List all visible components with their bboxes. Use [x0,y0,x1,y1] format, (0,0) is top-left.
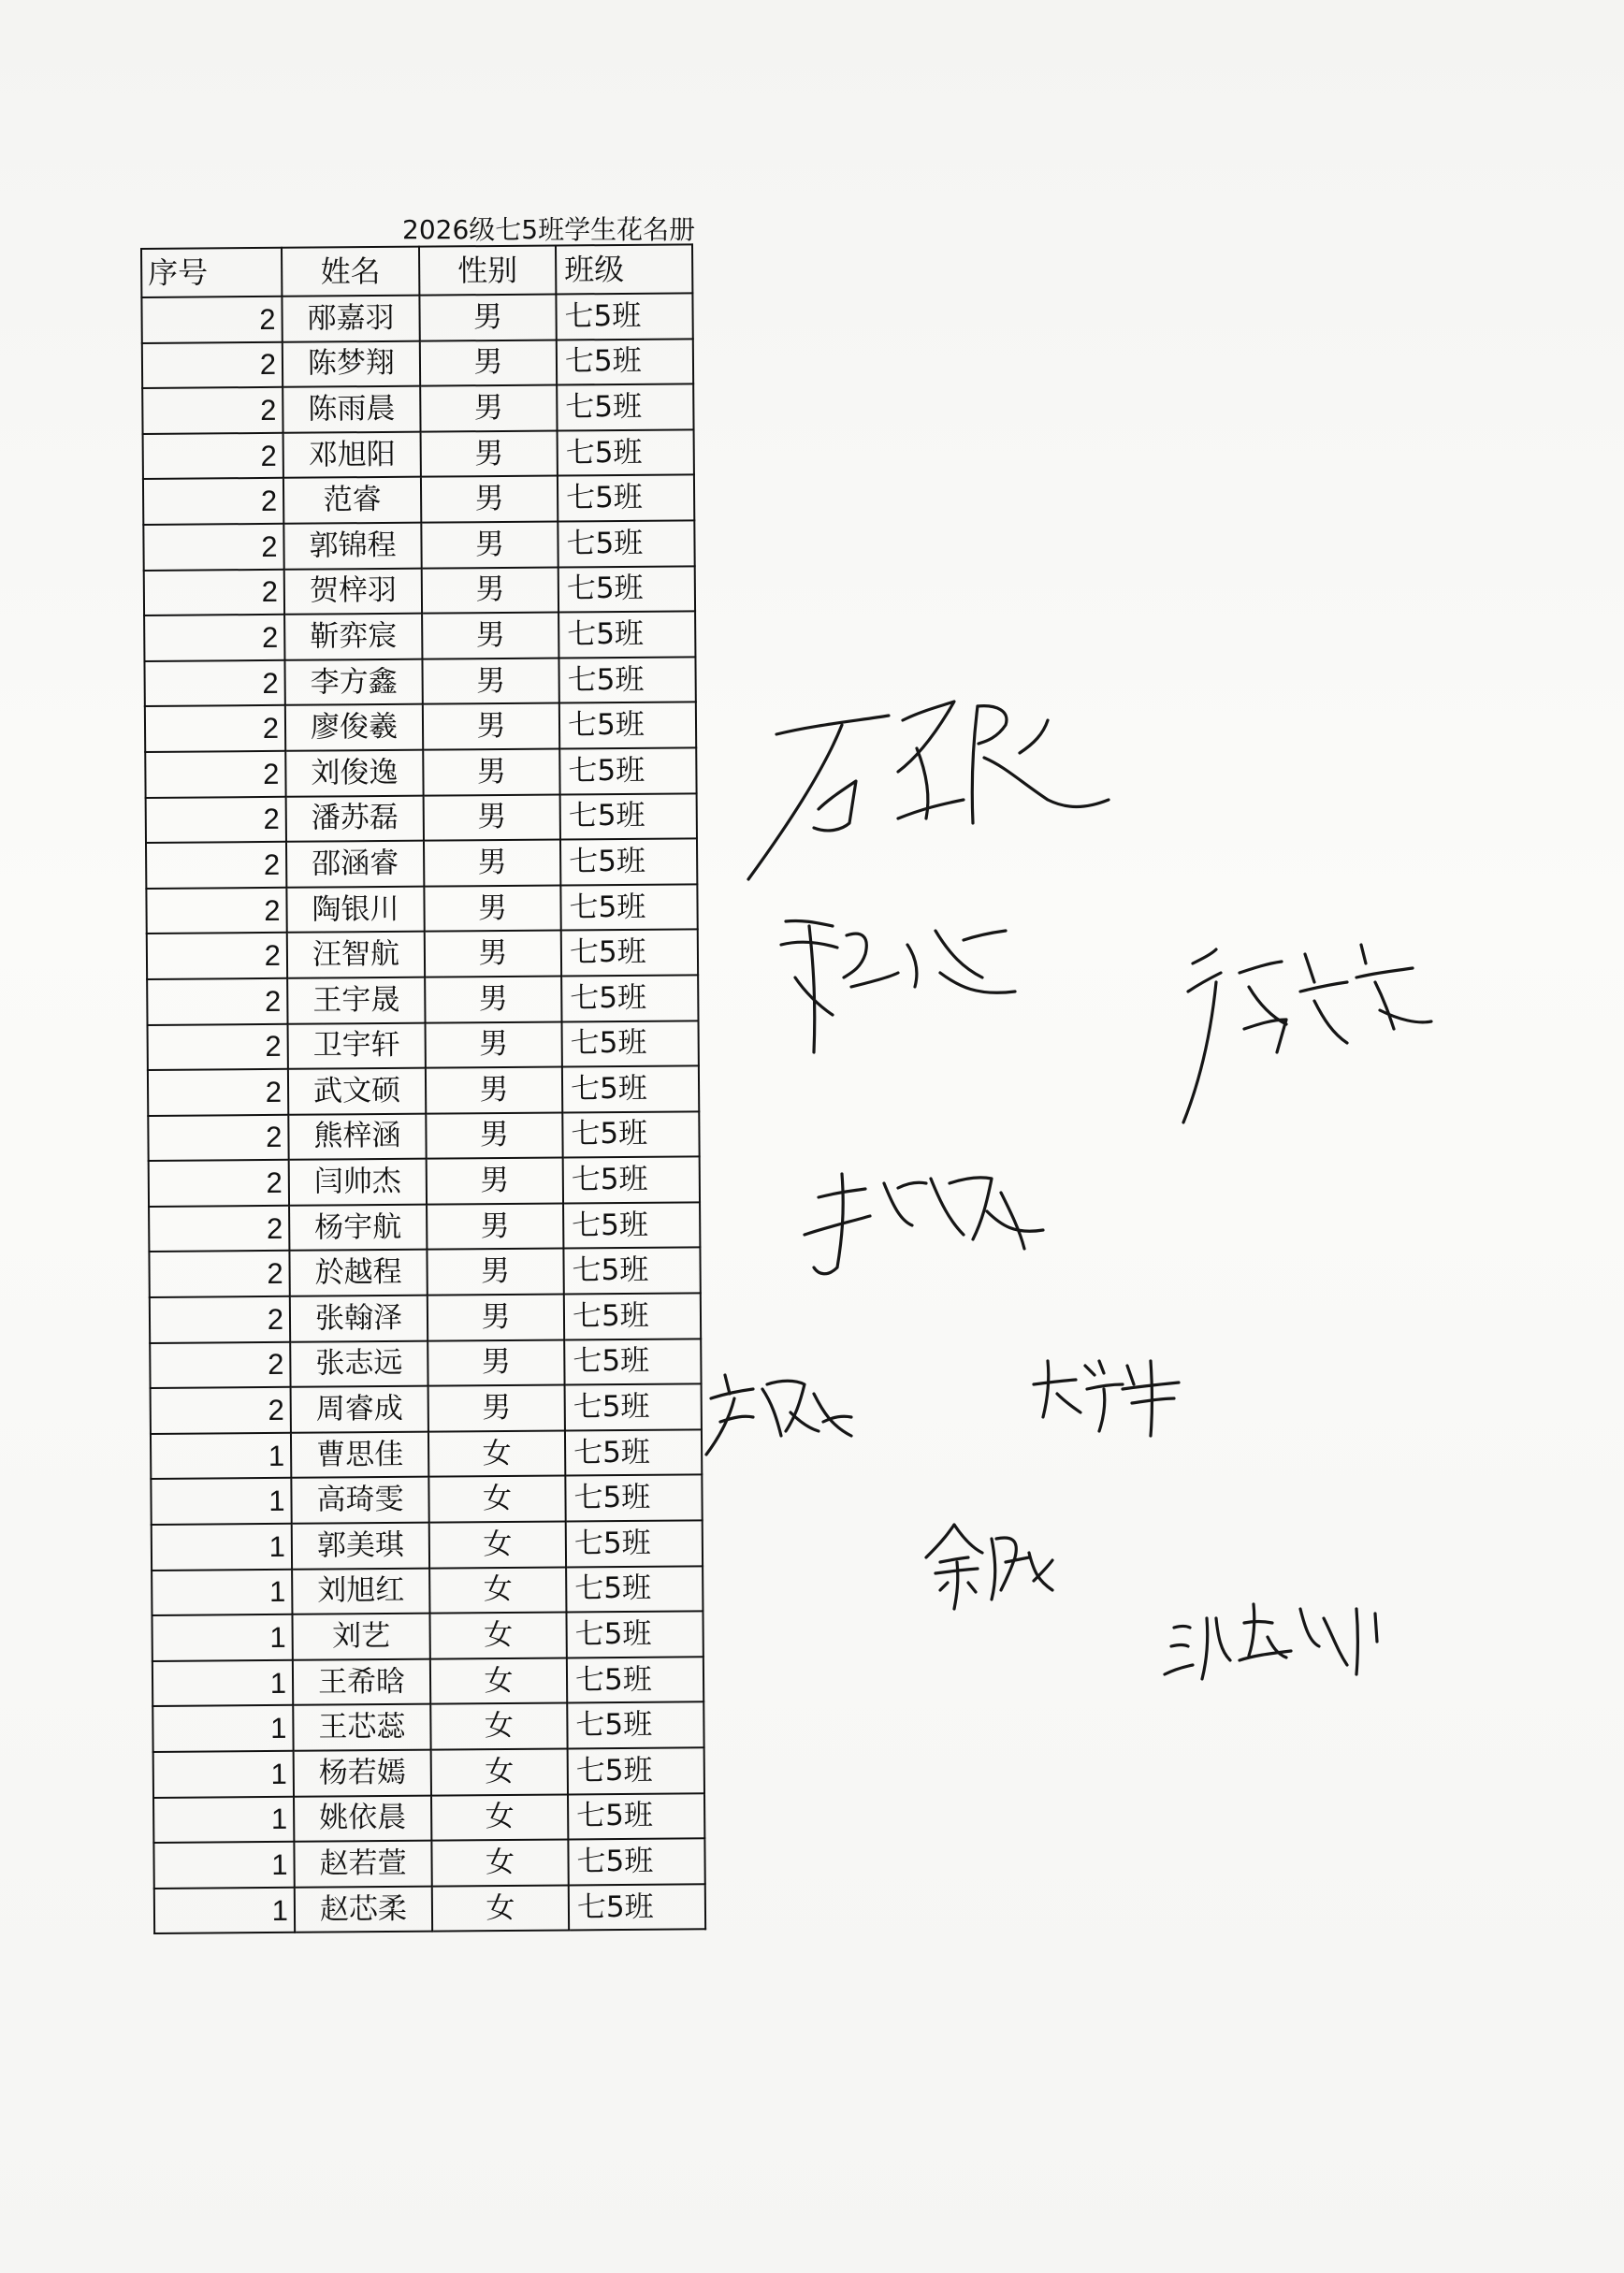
gender-cell: 男 [420,385,557,432]
class-cell: 七5班 [568,1839,704,1886]
name-cell: 杨若嫣 [294,1750,431,1797]
table-row [144,657,695,706]
table-row [144,612,695,661]
gender-cell: 女 [430,1658,567,1704]
name-cell: 闫帅杰 [289,1159,427,1206]
name-cell: 张翰泽 [290,1296,428,1342]
class-cell: 七5班 [565,1475,702,1522]
class-cell: 七5班 [559,747,696,794]
table-row [154,1884,705,1933]
gender-cell: 女 [428,1476,565,1523]
header-class: 班级 [556,244,692,294]
gender-cell: 男 [422,613,558,659]
seq-cell: 2 [149,1206,289,1252]
seq-cell: 2 [148,1114,288,1161]
class-cell: 七5班 [563,1248,700,1295]
gender-cell: 男 [426,1067,562,1114]
signature-4 [800,1155,1062,1296]
class-cell: 七5班 [566,1612,703,1658]
table-row [141,293,692,342]
seq-cell: 2 [151,1387,291,1434]
class-cell: 七5班 [563,1157,700,1204]
seq-cell: 2 [144,569,284,615]
seq-cell: 1 [153,1842,294,1889]
name-cell: 邴嘉羽 [282,296,419,342]
name-cell: 姚依晨 [294,1795,431,1842]
table-row [148,1021,699,1070]
gender-cell: 男 [421,430,558,477]
signature-8 [1160,1590,1403,1693]
name-cell: 刘旭红 [292,1568,429,1614]
name-cell: 赵芯柔 [295,1886,432,1933]
seq-cell: 1 [153,1751,294,1798]
gender-cell: 男 [427,1249,563,1296]
seq-cell: 1 [153,1796,294,1843]
gender-cell: 男 [424,840,560,887]
gender-cell: 男 [421,476,558,523]
name-cell: 廖俊羲 [285,704,423,751]
table-row [152,1657,703,1706]
gender-cell: 男 [424,885,560,932]
class-cell: 七5班 [560,838,697,885]
table-row [152,1612,703,1661]
class-cell: 七5班 [558,566,695,613]
class-cell: 七5班 [565,1429,702,1476]
table-row [153,1747,704,1797]
class-cell: 七5班 [560,884,697,931]
seq-cell: 2 [142,387,283,434]
seq-cell: 2 [145,705,285,752]
gender-cell: 男 [425,931,561,977]
seq-cell: 2 [148,1023,288,1070]
name-cell: 李方鑫 [284,659,422,705]
table-row [152,1702,703,1752]
gender-cell: 男 [424,794,560,841]
name-cell: 邓旭阳 [283,431,421,478]
class-cell: 七5班 [557,384,693,431]
class-cell: 七5班 [558,475,694,522]
class-cell: 七5班 [564,1339,701,1385]
class-cell: 七5班 [567,1657,703,1703]
name-cell: 郭美琪 [292,1523,429,1570]
seq-cell: 2 [147,978,287,1025]
table-row [142,384,693,434]
table-row [146,838,697,888]
seq-cell: 2 [145,751,285,798]
table-row [151,1384,702,1434]
seq-cell: 2 [146,842,286,889]
gender-cell: 男 [425,976,561,1022]
name-cell: 陶银川 [286,886,424,933]
table-row [150,1293,701,1342]
name-cell: 汪智航 [287,932,425,978]
header-seq: 序号 [141,248,282,297]
seq-cell: 1 [151,1478,291,1525]
gender-cell: 男 [426,1021,562,1068]
gender-cell: 女 [431,1840,568,1887]
gender-cell: 男 [423,703,559,750]
signature-2 [776,903,1038,1062]
name-cell: 高琦雯 [291,1477,428,1524]
name-cell: 潘苏磊 [286,795,424,842]
gender-cell: 女 [429,1567,566,1614]
class-cell: 七5班 [561,930,698,977]
table-row [144,566,695,615]
table-row [152,1566,703,1615]
seq-cell: 2 [143,524,283,571]
gender-cell: 女 [432,1885,569,1932]
gender-cell: 男 [426,1112,562,1159]
student-roster-table [140,243,706,1934]
class-cell: 七5班 [562,1021,699,1067]
seq-cell: 2 [143,433,283,480]
class-cell: 七5班 [557,339,693,385]
name-cell: 武文硕 [288,1068,426,1115]
seq-cell: 2 [150,1341,290,1388]
name-cell: 卫宇轩 [288,1022,426,1069]
seq-cell: 2 [149,1251,289,1297]
seq-cell: 1 [154,1888,295,1934]
gender-cell: 女 [431,1794,568,1841]
table-row [152,1520,703,1570]
roster-body [141,293,705,1933]
table-row [146,884,697,934]
seq-cell: 2 [142,341,283,388]
seq-cell: 2 [148,1069,288,1116]
signature-1 [739,669,1132,893]
name-cell: 郭锦程 [283,523,421,570]
seq-cell: 1 [152,1660,293,1707]
seq-cell: 2 [146,888,286,934]
gender-cell: 男 [427,1203,563,1250]
gender-cell: 女 [430,1703,567,1750]
signature-3 [1174,926,1436,1132]
class-cell: 七5班 [558,429,694,476]
name-cell: 邵涵睿 [286,841,424,888]
seq-cell: 1 [152,1524,292,1571]
seq-cell: 1 [152,1569,292,1615]
seq-cell: 2 [144,615,284,661]
gender-cell: 男 [428,1295,564,1341]
header-name: 姓名 [282,247,419,297]
seq-cell: 2 [143,478,283,525]
class-cell: 七5班 [567,1702,703,1749]
name-cell: 王宇晟 [287,977,425,1024]
gender-cell: 男 [421,521,558,568]
gender-cell: 男 [423,748,559,795]
name-cell: 周睿成 [291,1386,428,1433]
name-cell: 刘俊逸 [285,750,423,797]
gender-cell: 男 [422,567,558,614]
gender-cell: 男 [419,295,556,341]
name-cell: 张志远 [290,1340,428,1387]
name-cell: 王芯蕊 [293,1704,430,1751]
class-cell: 七5班 [568,1747,704,1794]
class-cell: 七5班 [564,1293,701,1339]
gender-cell: 男 [422,658,558,704]
gender-cell: 男 [428,1339,564,1386]
class-cell: 七5班 [560,793,697,840]
table-row [147,975,698,1024]
table-row [142,339,693,388]
gender-cell: 女 [428,1430,565,1477]
class-cell: 七5班 [566,1566,703,1613]
table-row [153,1793,704,1843]
table-row [145,747,696,797]
name-cell: 王希晗 [293,1658,430,1705]
table-row [150,1339,701,1388]
class-cell: 七5班 [566,1520,703,1567]
class-cell: 七5班 [563,1202,700,1249]
table-row [149,1157,700,1207]
gender-cell: 女 [431,1748,568,1795]
name-cell: 熊梓涵 [288,1113,426,1160]
class-cell: 七5班 [558,520,694,567]
gender-cell: 男 [428,1385,565,1432]
gender-cell: 女 [429,1613,566,1659]
header-gender: 性别 [419,246,556,296]
table-row [145,702,696,752]
table-row [153,1839,704,1889]
class-cell: 七5班 [562,1111,699,1158]
seq-cell: 2 [147,933,287,979]
name-cell: 刘艺 [292,1614,429,1660]
gender-cell: 男 [427,1158,563,1205]
seq-cell: 1 [152,1705,293,1752]
class-cell: 七5班 [562,1065,699,1112]
name-cell: 陈雨晨 [283,386,420,433]
table-row [148,1065,699,1115]
table-row [143,475,694,525]
table-row [149,1202,700,1252]
class-cell: 七5班 [568,1793,704,1840]
table-row [151,1475,702,1525]
table-row [148,1111,699,1161]
table-row [149,1248,700,1297]
seq-cell: 2 [150,1296,290,1343]
class-cell: 七5班 [561,975,698,1021]
table-row [143,520,694,570]
name-cell: 贺梓羽 [284,568,422,615]
table-row [151,1429,702,1479]
table-header-row [141,244,692,297]
name-cell: 范睿 [283,477,421,524]
class-cell: 七5班 [559,702,696,749]
name-cell: 靳弈宸 [284,614,422,660]
seq-cell: 1 [151,1433,291,1480]
roster-title: 2026级七5班学生花名册 [402,214,696,245]
class-cell: 七5班 [565,1384,702,1431]
table-row [147,930,698,979]
table-row [143,429,694,479]
seq-cell: 2 [141,297,282,343]
signature-6 [1029,1347,1197,1441]
seq-cell: 1 [152,1614,292,1661]
seq-cell: 2 [146,796,286,843]
name-cell: 杨宇航 [289,1205,427,1252]
signature-7 [921,1515,1062,1618]
name-cell: 曹思佳 [291,1431,428,1478]
name-cell: 赵若萱 [294,1841,431,1888]
seq-cell: 2 [149,1160,289,1207]
class-cell: 七5班 [558,657,695,703]
signature-5 [702,1361,861,1473]
class-cell: 七5班 [569,1884,705,1931]
table-row [146,793,697,843]
gender-cell: 女 [429,1522,566,1569]
name-cell: 於越程 [289,1250,427,1296]
class-cell: 七5班 [558,612,695,659]
gender-cell: 男 [420,340,557,386]
seq-cell: 2 [144,660,284,707]
name-cell: 陈梦翔 [283,340,420,387]
class-cell: 七5班 [556,293,692,340]
